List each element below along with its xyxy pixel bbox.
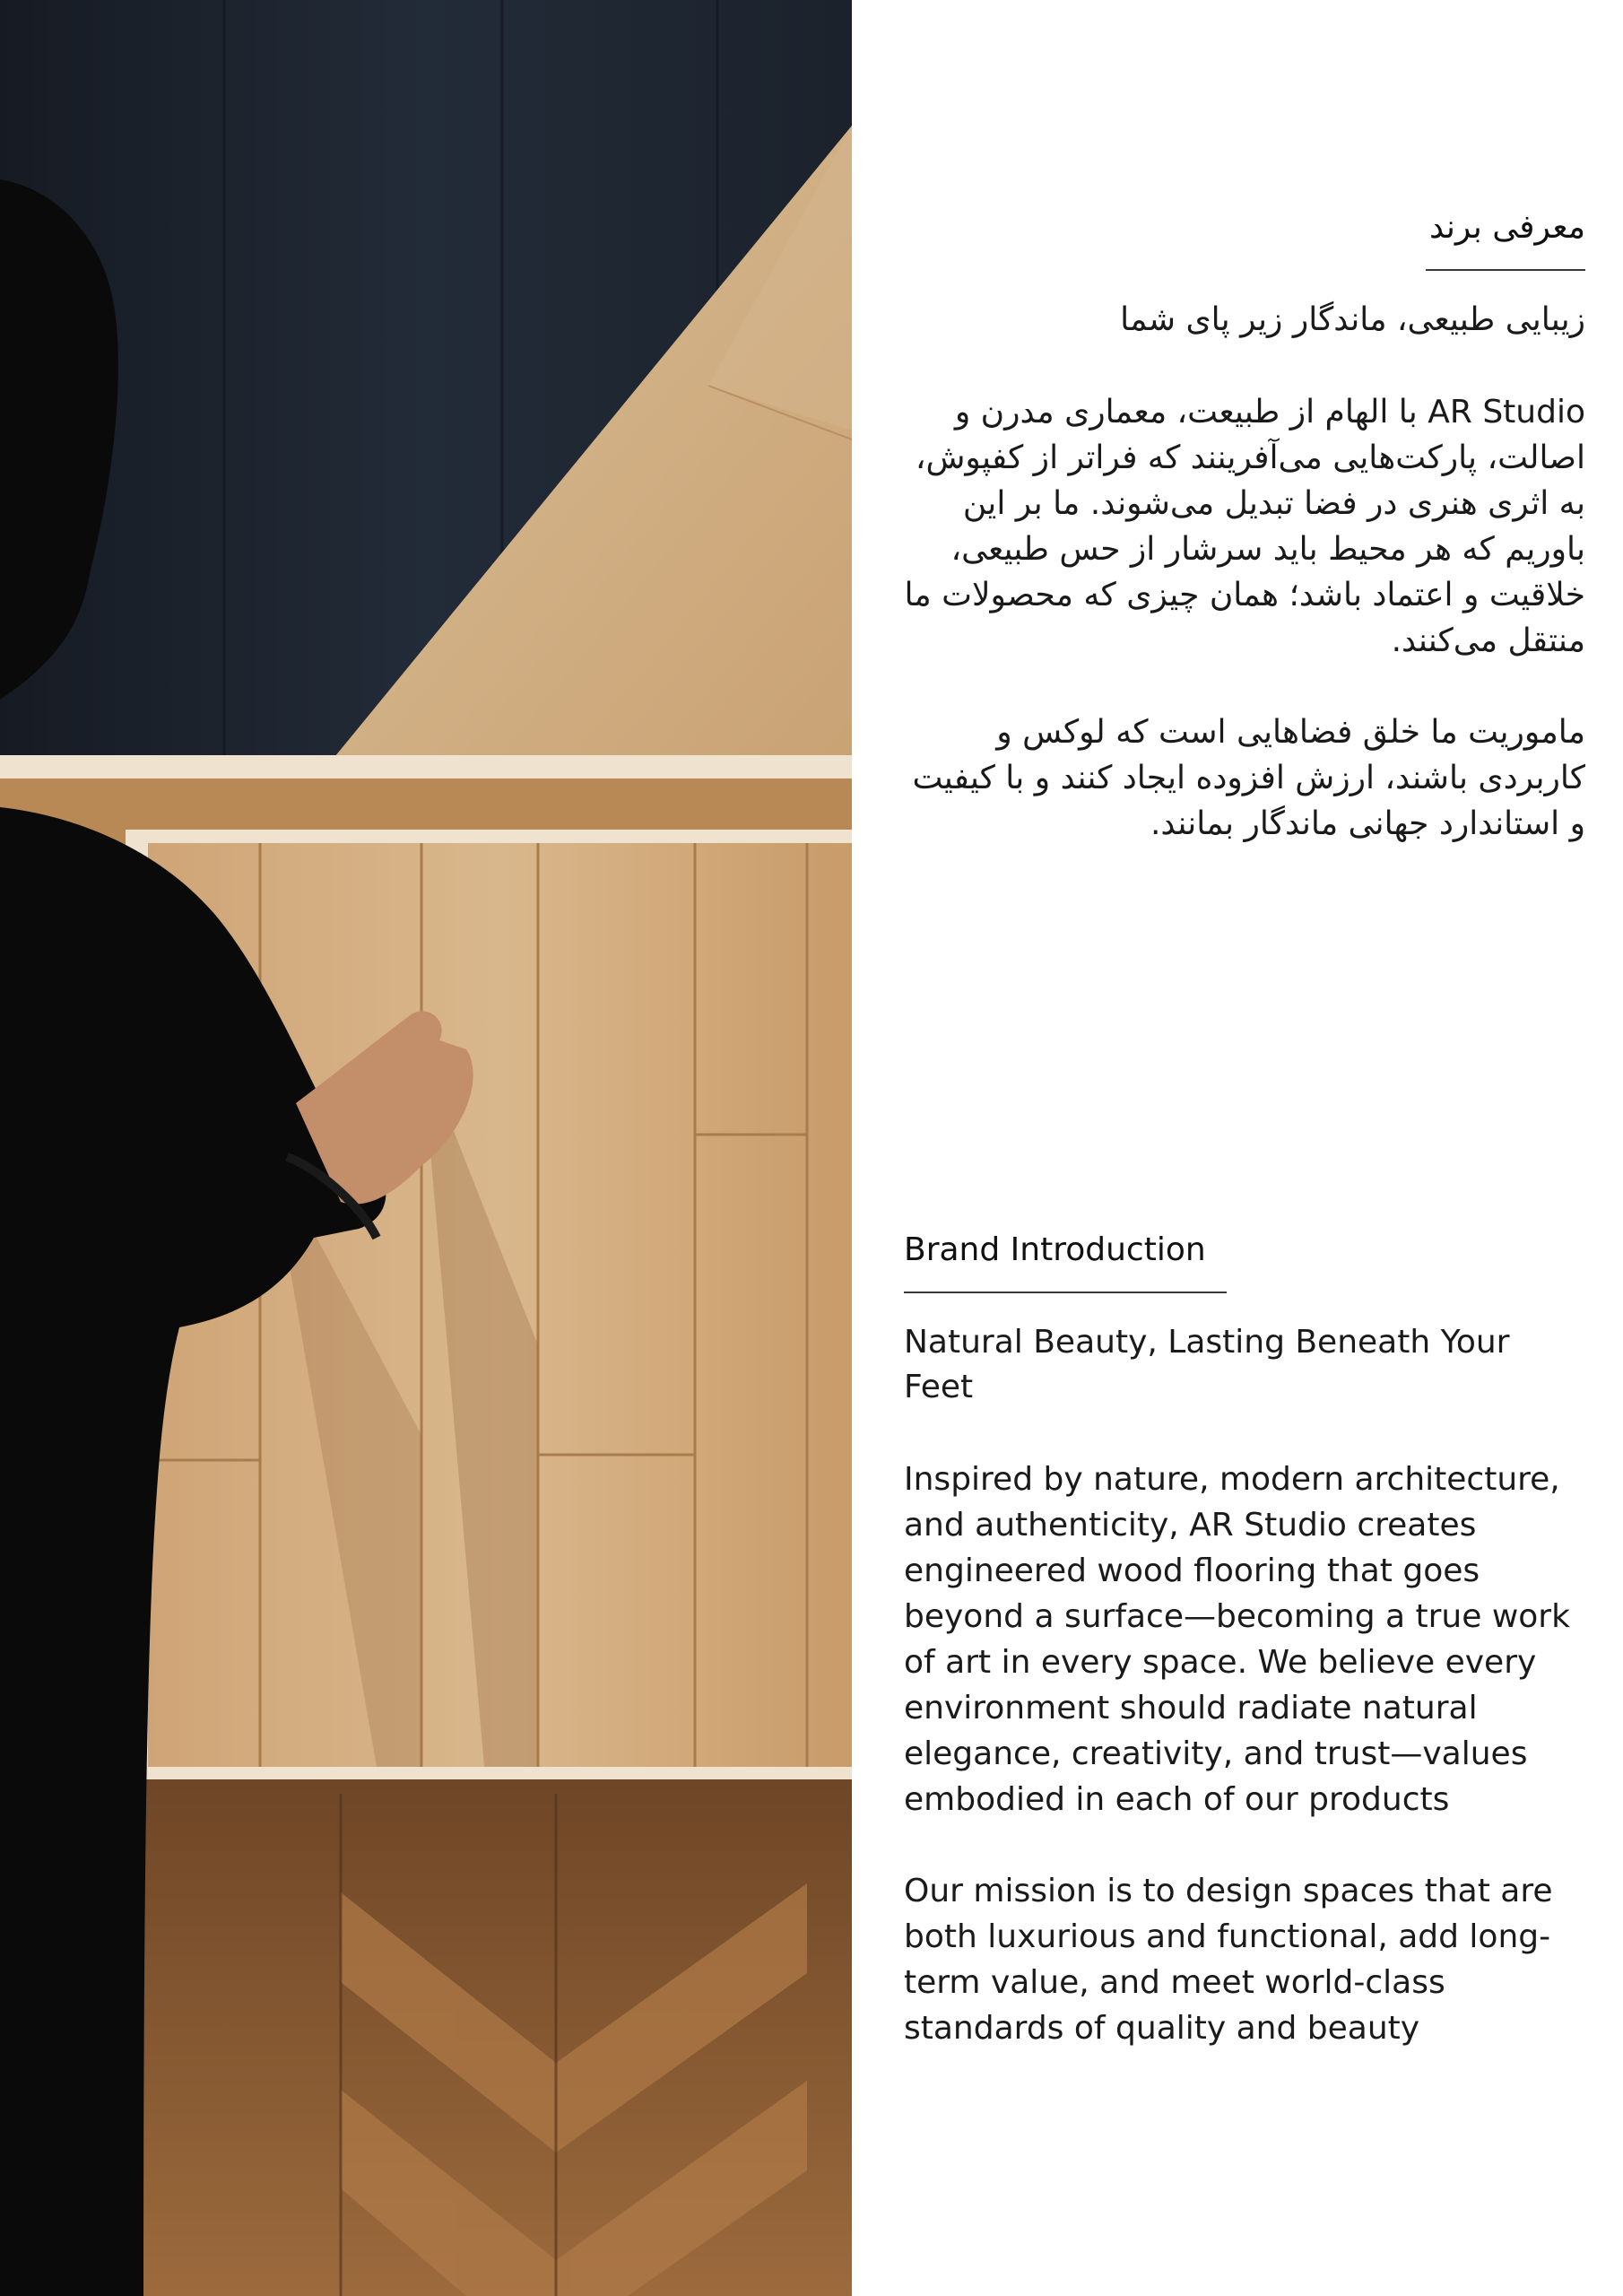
persian-heading-divider <box>1426 269 1585 271</box>
persian-heading: معرفی برند <box>1429 209 1585 246</box>
english-heading: Brand Introduction <box>904 1231 1206 1268</box>
english-paragraph-intro: Inspired by nature, modern architecture, and authenticity, AR Studio creates engineered wood flooring that goes beyond a surface—becoming a true work of art in every space. We believe every environment should radiate natural elegance, creativity, and trust—values embodied in each of our products <box>904 1461 1570 1818</box>
english-subheading: Natural Beauty, Lasting Beneath Your Feet <box>904 1324 1510 1405</box>
persian-paragraph-intro: AR Studio با الهام از طبیعت، معماری مدرن و اصالت، پارکت‌هایی می‌آفرینند که فراتر از کفپوش، به اثری هنری در فضا تبدیل می‌شوند. ما بر این باوریم که هر محیط باید سرشار از حس طبیعی، خلاقیت و اعتماد باشد؛ همان چیزی که محصولات ما منتقل می‌کنند. <box>904 394 1585 659</box>
english-heading-divider <box>904 1292 1227 1293</box>
persian-paragraph-mission: ماموریت ما خلق فضاهایی است که لوکس و کاربردی باشند، ارزش افزوده ایجاد کنند و با کیفیت و استاندارد جهانی ماندگار بمانند. <box>912 714 1585 842</box>
persian-subheading: زیبایی طبیعی، ماندگار زیر پای شما <box>1120 301 1585 338</box>
persian-section <box>904 206 1585 892</box>
english-section <box>904 1229 1585 2097</box>
english-paragraph-mission: Our mission is to design spaces that are both luxurious and functional, add long-term value, and meet world-class standards of quality and beauty <box>904 1873 1553 2047</box>
